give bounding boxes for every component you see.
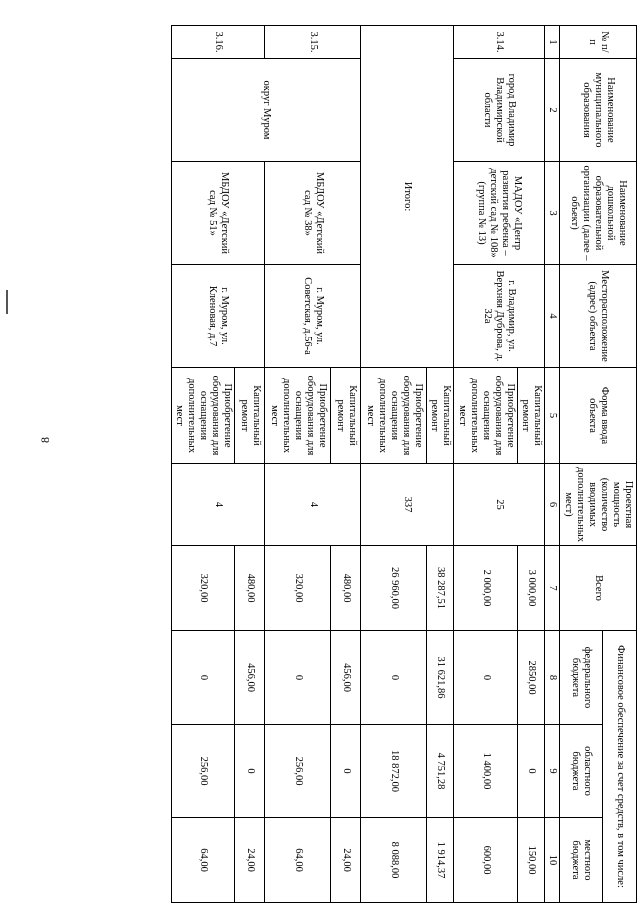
row-3-15-equipment-local: 64,00 [265,818,331,903]
row-3-15-form-repair: Капитальный ремонт [331,368,361,464]
row-murom-municipality: округ Муром [172,59,361,162]
row-3-15-repair-regional: 0 [331,725,361,818]
financing-table-rotated [172,25,637,902]
colnum-1: 1 [544,26,559,59]
row-total-repair-total: 38 287,51 [427,546,454,631]
row-3-16-repair-regional: 0 [235,725,265,818]
row-3-14-capacity: 25 [454,464,544,546]
header-local: местного бюджета [560,818,603,903]
row-total-equipment-total: 26 960,00 [361,546,427,631]
colnum-10: 10 [544,818,559,903]
row-3-14-form-repair: Капитальный ремонт [517,368,544,464]
colnum-2: 2 [544,59,559,162]
row-3-16-organization: МБДОУ «Детский сад № 51» [172,162,265,265]
row-3-14-equipment-total: 2 000,00 [454,546,517,631]
header-num: № п/п [560,26,637,59]
row-3-15-repair-federal: 456,00 [331,631,361,725]
row-total-repair-federal: 31 621,86 [427,631,454,725]
header-form: Форма ввода объекта [560,368,637,464]
colnum-4: 4 [544,265,559,368]
row-3-15-equipment-total: 320,00 [265,546,331,631]
header-capacity: Проектная мощность (количество вводимых дополнительных мест) [560,464,637,546]
row-total-capacity: 337 [361,464,454,546]
row-3-15-num: 3.15. [265,26,361,59]
row-total-equipment-local: 8 088,00 [361,818,427,903]
row-3-14-equipment-federal: 0 [454,631,517,725]
row-3-14-repair-federal: 2850,00 [517,631,544,725]
row-3-16-address: г. Муром, ул. Кленовая, д.7 [172,265,265,368]
colnum-6: 6 [544,464,559,546]
row-3-16-equipment-federal: 0 [172,631,235,725]
row-total-form-repair: Капитальный ремонт [427,368,454,464]
row-total-equipment-federal: 0 [361,631,427,725]
row-3-14-equipment-local: 600,00 [454,818,517,903]
row-3-15-organization: МБДОУ «Детский сад № 38» [265,162,361,265]
row-total-form-equipment: Приобретение оборудования для оснащения дополнительных мест [361,368,427,464]
header-total: Всего [560,546,637,631]
row-3-15-form-equipment: Приобретение оборудования для оснащения дополнительных мест [265,368,331,464]
row-3-14-equipment-regional: 1 400,00 [454,725,517,818]
row-3-15-equipment-federal: 0 [265,631,331,725]
column-number-row [544,26,559,903]
header-address: Месторасположение (адрес) объекта [560,265,637,368]
colnum-5: 5 [544,368,559,464]
header-organization: Наименование дошкольной образовательной организации (далее – объект) [560,162,637,265]
row-3-14-repair-regional: 0 [517,725,544,818]
row-3-14-repair-local: 150,00 [517,818,544,903]
row-total-repair [427,26,454,903]
row-3-15-repair-total: 480,00 [331,546,361,631]
row-3-14-municipality: город Владимир Владимирской области [454,59,544,162]
row-3-15-equipment-regional: 256,00 [265,725,331,818]
row-3-14-organization: МАДОУ «Центр развития ребенка – детский сад № 108» (группа № 13) [454,162,544,265]
financing-table [171,25,637,903]
header-financing: Финансовое обеспечение за счет средств, в том числе: [603,631,637,903]
row-3-16-repair-local: 24,00 [235,818,265,903]
row-3-16-repair-total: 480,00 [235,546,265,631]
colnum-8: 8 [544,631,559,725]
header-regional: областного бюджета [560,725,603,818]
row-3-14-repair [517,26,544,903]
scan-margin-mark [6,290,8,314]
row-total-repair-regional: 4 751,28 [427,725,454,818]
row-3-14-address: г. Владимир, ул. Верхняя Дуброва, д. 32а [454,265,544,368]
row-total-repair-local: 1 914,37 [427,818,454,903]
row-3-16-form-equipment: Приобретение оборудования для оснащения дополнительных мест [172,368,235,464]
row-3-15-repair [331,26,361,903]
page-number: 8 [38,437,52,443]
row-3-16-equipment-local: 64,00 [172,818,235,903]
row-total-equipment-regional: 18 872,00 [361,725,427,818]
row-3-15-capacity: 4 [265,464,361,546]
header-municipality: Наименование муниципального образования [560,59,637,162]
row-3-14-repair-total: 3 000,00 [517,546,544,631]
row-total-label: Итого: [361,26,454,368]
row-3-14-form-equipment: Приобретение оборудования для оснащения дополнительных мест [454,368,517,464]
row-3-15-address: г. Муром, ул. Советская, д.56-а [265,265,361,368]
row-3-15-repair-local: 24,00 [331,818,361,903]
row-3-16-form-repair: Капитальный ремонт [235,368,265,464]
header-row-1 [603,26,637,903]
row-3-14-num: 3.14. [454,26,544,59]
header-federal: федерального бюджета [560,631,603,725]
colnum-7: 7 [544,546,559,631]
row-3-16-num: 3.16. [172,26,265,59]
colnum-9: 9 [544,725,559,818]
row-3-16-equipment-total: 320,00 [172,546,235,631]
row-3-16-capacity: 4 [172,464,265,546]
colnum-3: 3 [544,162,559,265]
row-3-16-equipment-regional: 256,00 [172,725,235,818]
row-3-16-repair-federal: 456,00 [235,631,265,725]
